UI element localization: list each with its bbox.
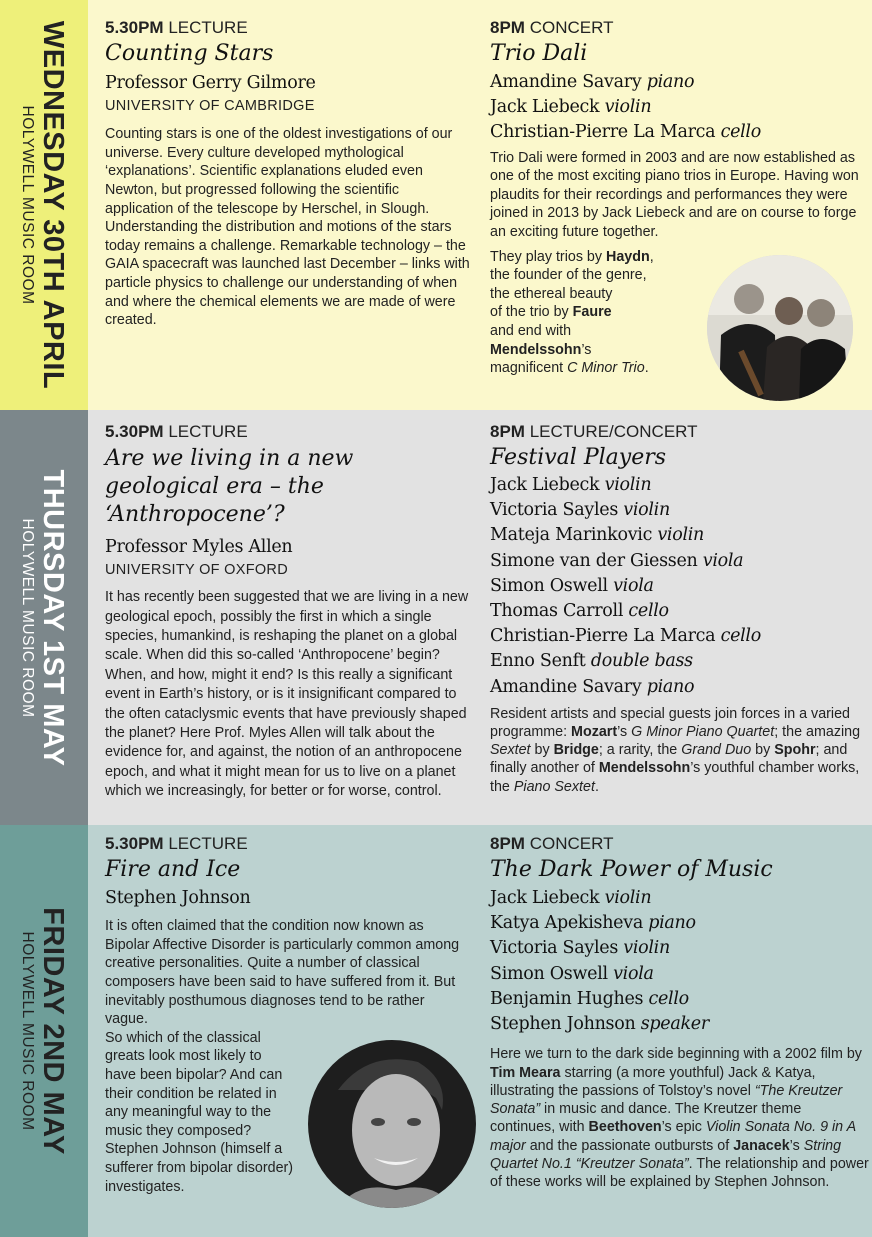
event-type: CONCERT: [529, 834, 614, 853]
day-sidebar: [0, 825, 88, 1237]
work-title: Grand Duo: [681, 742, 752, 759]
day-label: WEDNESDAY 30TH APRIL: [37, 20, 69, 390]
performer: [490, 549, 870, 574]
composer-name: Bridge: [553, 742, 599, 759]
event-time: 8PM: [490, 18, 525, 37]
event-time: 5.30PM: [105, 422, 164, 441]
work-title: String Quartet No.1 “Kreutzer Sonata”: [490, 1137, 842, 1172]
event-type: LECTURE: [168, 834, 248, 853]
work-title: Sextet: [490, 742, 531, 759]
performer-role: violin: [623, 500, 670, 521]
concert-column: [490, 825, 870, 1192]
performer: [490, 987, 870, 1012]
day-content: [88, 825, 872, 1237]
speaker-name: Professor Gerry Gilmore: [105, 73, 316, 93]
speaker-name: Stephen Johnson: [105, 888, 251, 908]
performer-role: violin: [657, 525, 705, 546]
speaker-name: Professor Myles Allen: [105, 537, 293, 557]
text: They play trios by: [490, 248, 607, 265]
event-title: The Dark Power of Music: [490, 857, 773, 882]
performer-role: speaker: [640, 1014, 709, 1035]
trio-photo: [707, 255, 853, 401]
event-title: Fire and Ice: [105, 857, 241, 882]
text: ; a rarity, the: [598, 742, 682, 759]
performer: [490, 599, 870, 624]
venue-label: HOLYWELL MUSIC ROOM: [19, 105, 36, 305]
text: the ethereal beauty: [490, 285, 613, 302]
event-description: It has recently been suggested that we are living in a new geological epoch, possibly the first in which a single species, humankind, is reshaping the planet on a global scale. When did this so-called ‘Anthropocene’ begin? When, and how, might it end? Is this really a significant event in Earth’s history, or is it insignificant compared to the often cataclysmic events that have previously shaped the planet? Here Prof. Myles Allen will talk about the evidence for, and against, the notion of an anthropocene epoch, and what it might mean for us to live on a planet which we increasingly, for better or for worse, control.: [105, 589, 469, 800]
performer: [490, 911, 870, 936]
performer-role: violin: [623, 938, 670, 959]
performer-name: Christian-Pierre La Marca: [490, 626, 716, 647]
performer-role: cello: [648, 988, 689, 1009]
performer-list: [490, 70, 870, 146]
performer: [490, 70, 870, 95]
composer-name: Spohr: [774, 742, 816, 759]
text: the founder of the genre,: [490, 267, 647, 284]
event-time: 5.30PM: [105, 834, 164, 853]
performer-name: Stephen Johnson: [490, 1014, 636, 1035]
performer-name: Victoria Sayles: [490, 500, 618, 521]
event-time-type: [105, 421, 471, 443]
performer-name: Katya Apekisheva: [490, 913, 643, 934]
venue-label: HOLYWELL MUSIC ROOM: [19, 931, 36, 1131]
performer: [490, 962, 870, 987]
performer-name: Amandine Savary: [490, 676, 642, 697]
text: . The relationship and power of these works will be explained by Stephen Johnson.: [490, 1156, 869, 1191]
performer: [490, 523, 870, 548]
performer: [490, 1012, 870, 1037]
text: ’s epic: [661, 1119, 706, 1136]
event-description: Trio Dali were formed in 2003 and are now established as one of the most exciting piano trios in Europe. Having won plaudits for their recordings and performances they were joined in 2013 by Jack Liebeck and are on course to forge an exciting future together.: [490, 149, 859, 240]
performer: [490, 624, 870, 649]
day-section-friday: [0, 825, 872, 1237]
composer-name: Mendelssohn: [490, 341, 582, 358]
text: ’s: [789, 1137, 804, 1154]
event-time: 8PM: [490, 834, 525, 853]
event-description: Counting stars is one of the oldest investigations of our universe. Every culture developed mythological ‘explanations’. Scientific explanations eluded even Newton, but progressed following the scientific application of the telescope by Herschel, in Slough. Understanding the distribution and motions of the stars today remains a challenge. Remarkable technology – the GAIA spacecraft was launched last December – links with particle physics to challenge our understanding of when and where the chemical elements we are made of were created.: [105, 126, 470, 329]
performer-name: Victoria Sayles: [490, 938, 618, 959]
performer-name: Simon Oswell: [490, 963, 608, 984]
text: ’s youthful chamber works, the: [490, 760, 860, 795]
text: ; the amazing: [774, 724, 861, 741]
performer-role: cello: [628, 601, 669, 622]
performer-name: Jack Liebeck: [490, 97, 600, 118]
text: of the trio by: [490, 304, 573, 321]
performer: [490, 886, 870, 911]
day-sidebar: [0, 410, 88, 825]
text: ’s: [581, 341, 592, 358]
programme-text: [490, 705, 870, 796]
event-type: LECTURE: [168, 422, 248, 441]
performer-name: Mateja Marinkovic: [490, 525, 653, 546]
performer: [490, 675, 870, 700]
venue-label: HOLYWELL MUSIC ROOM: [19, 518, 36, 717]
performer: [490, 120, 870, 145]
speaker-institution: UNIVERSITY OF CAMBRIDGE: [105, 98, 315, 115]
text: by: [751, 742, 775, 759]
performer-name: Christian-Pierre La Marca: [490, 122, 716, 143]
event-type: CONCERT: [529, 18, 614, 37]
event-title: Are we living in a new geological era – the ‘Anthropocene’?: [105, 446, 354, 527]
text: and end with: [490, 322, 572, 339]
performer-role: piano: [646, 676, 695, 697]
concert-column: [490, 410, 870, 796]
event-type: LECTURE/CONCERT: [529, 422, 698, 441]
speaker-institution: UNIVERSITY OF OXFORD: [105, 562, 288, 579]
performer-role: piano: [646, 72, 695, 92]
performer-name: Simon Oswell: [490, 575, 608, 596]
composer-name: Janacek: [733, 1137, 790, 1154]
text: and the passionate outbursts of: [525, 1137, 734, 1154]
work-title: “The Kreutzer Sonata”: [490, 1082, 843, 1118]
text: .: [644, 360, 649, 377]
day-content: [88, 410, 872, 825]
text: ,: [649, 248, 654, 265]
lecture-column: [105, 410, 471, 802]
event-description: It is often claimed that the condition now known as Bipolar Affective Disorder is particularly common among creative personalities. Quite a number of classical composers have been said to have suffered from it. But inevitably posthumous diagnoses tend to be rather vague.: [105, 918, 460, 1028]
performer-role: cello: [720, 626, 761, 647]
day-label: FRIDAY 2ND MAY: [37, 907, 69, 1155]
performer-role: violin: [604, 888, 652, 908]
performer-role: viola: [613, 963, 654, 984]
text: Here we turn to the dark side beginning with a 2002 film by: [490, 1046, 862, 1063]
event-time-type: [105, 833, 471, 855]
event-time-type: [490, 833, 870, 855]
day-sidebar: [0, 0, 88, 410]
performer: [490, 649, 870, 674]
performer-role: double bass: [590, 651, 693, 672]
event-time-type: [490, 421, 870, 443]
performer: [490, 574, 870, 599]
performer-list: [490, 473, 870, 700]
lecture-column: [105, 0, 471, 330]
performer-name: Benjamin Hughes: [490, 988, 644, 1009]
programme-text: [490, 1045, 870, 1191]
text: magnificent: [490, 360, 568, 377]
performer-name: Jack Liebeck: [490, 888, 600, 908]
event-title: Counting Stars: [105, 41, 274, 66]
work-title: G Minor Piano Quartet: [631, 724, 775, 741]
performer-role: cello: [720, 122, 761, 143]
performer-name: Amandine Savary: [490, 72, 642, 92]
work-title: Violin Sonata No. 9 in A major: [490, 1119, 856, 1154]
composer-name: Faure: [572, 304, 612, 321]
performer-role: viola: [702, 550, 744, 571]
performer: [490, 498, 870, 523]
text: Resident artists and special guests join forces in a varied programme:: [490, 705, 850, 741]
performer-name: Thomas Carroll: [490, 601, 624, 622]
performer-role: piano: [648, 913, 696, 934]
event-description: So which of the classical greats look most likely to have been bipolar? And can their condition be related in any meaningful way to the music they composed? Stephen Johnson (himself a sufferer from bipolar disorder) investigates.: [105, 1029, 294, 1195]
event-title: Festival Players: [490, 445, 667, 470]
composer-name: Haydn: [606, 248, 650, 265]
performer-role: violin: [604, 97, 652, 118]
speaker-photo: [308, 1040, 476, 1208]
performer-name: Enno Senft: [490, 651, 586, 672]
composer-name: Mendelssohn: [598, 760, 691, 777]
day-label: THURSDAY 1ST MAY: [37, 468, 69, 767]
day-section-wednesday: [0, 0, 872, 410]
text: ’s: [617, 724, 632, 741]
performer-role: viola: [613, 575, 654, 596]
text: in music and dance. The Kreutzer theme continues, with: [490, 1101, 802, 1136]
work-title: Piano Sextet: [513, 778, 595, 795]
day-content: [88, 0, 872, 410]
event-time-type: [105, 17, 471, 39]
performer: [490, 95, 870, 120]
composer-name: Mozart: [571, 724, 618, 741]
performer-list: [490, 886, 870, 1037]
event-time: 5.30PM: [105, 18, 164, 37]
event-time: 8PM: [490, 422, 525, 441]
performer: [490, 936, 870, 961]
event-title: Trio Dali: [490, 41, 588, 66]
performer-name: Simone van der Giessen: [490, 550, 698, 571]
text: starring (a more youthful) Jack & Katya, illustrating the passions of Tolstoy’s novel: [490, 1064, 816, 1099]
director-name: Tim Meara: [490, 1064, 561, 1081]
day-section-thursday: [0, 410, 872, 825]
text: .: [594, 778, 599, 795]
work-title: C Minor Trio: [567, 360, 645, 377]
performer: [490, 473, 870, 498]
event-type: LECTURE: [168, 18, 248, 37]
text: by: [530, 742, 554, 759]
composer-name: Beethoven: [588, 1119, 662, 1136]
event-time-type: [490, 17, 870, 39]
text: ; and finally another of: [490, 742, 848, 777]
performer-name: Jack Liebeck: [490, 475, 600, 495]
performer-role: violin: [604, 475, 652, 495]
